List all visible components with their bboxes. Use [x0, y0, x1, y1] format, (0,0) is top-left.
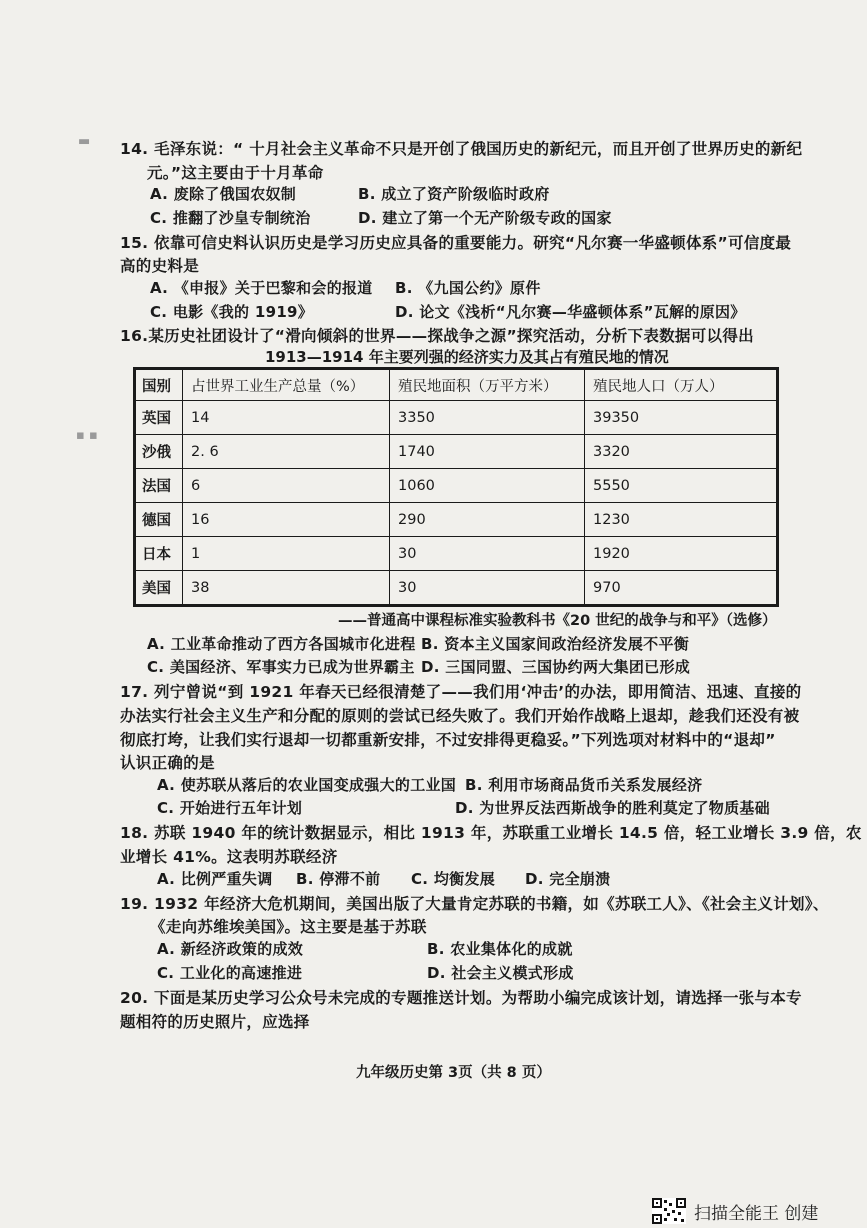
table-cell-country: 日本	[135, 537, 183, 571]
table-cell: 290	[390, 503, 585, 537]
margin-bleed-mark: ▪ ▪	[76, 428, 98, 443]
table-cell: 1060	[390, 469, 585, 503]
q19-stem-line2: 《走向苏维埃美国》。这主要是基于苏联	[150, 918, 427, 936]
q14-option-b: B. 成立了资产阶级临时政府	[358, 185, 550, 203]
q16-table-title: 1913—1914 年主要列强的经济实力及其占有殖民地的情况	[265, 348, 669, 366]
table-cell: 3350	[390, 401, 585, 435]
q18-option-c: C. 均衡发展	[411, 870, 496, 888]
table-cell: 6	[183, 469, 390, 503]
table-cell: 2. 6	[183, 435, 390, 469]
margin-bleed-mark: ▬	[78, 134, 91, 149]
q16-stem-line1: 16.某历史社团设计了“滑向倾斜的世界——探战争之源”探究活动，分析下表数据可以得出	[120, 327, 754, 345]
q19-option-c: C. 工业化的高速推进	[157, 964, 303, 982]
q17-stem-line3: 彻底打垮，让我们实行退却一切都重新安排，不过安排得更稳妥。”下列选项对材料中的“退却”	[120, 731, 776, 749]
q20-stem-line2: 题相符的历史照片，应选择	[120, 1013, 310, 1031]
table-cell-country: 法国	[135, 469, 183, 503]
q19-option-b: B. 农业集体化的成就	[427, 940, 573, 958]
q19-stem-line1: 19. 1932 年经济大危机期间，美国出版了大量肯定苏联的书籍，如《苏联工人》、《社会主义计划》、	[120, 895, 829, 913]
table-header-row	[135, 369, 778, 401]
q17-option-c: C. 开始进行五年计划	[157, 799, 303, 817]
q15-stem-line2: 高的史料是	[120, 257, 200, 275]
page-footer: 九年级历史第 3页（共 8 页）	[356, 1065, 551, 1081]
table-cell-country: 德国	[135, 503, 183, 537]
watermark-text: 扫描全能王 创建	[694, 1203, 819, 1224]
q15-option-c: C. 电影《我的 1919》	[150, 303, 314, 321]
q18-option-a: A. 比例严重失调	[157, 870, 273, 888]
table-cell: 16	[183, 503, 390, 537]
qr-code-icon	[652, 1198, 686, 1224]
table-cell: 3320	[585, 435, 778, 469]
q14-option-a: A. 废除了俄国农奴制	[150, 185, 297, 203]
table-row	[135, 571, 778, 606]
q19-option-d: D. 社会主义模式形成	[427, 964, 574, 982]
q18-option-d: D. 完全崩溃	[525, 870, 611, 888]
table-cell: 1920	[585, 537, 778, 571]
q16-table-source: ——普通高中课程标准实验教科书《20 世纪的战争与和平》（选修）	[338, 613, 777, 629]
q14-option-c: C. 推翻了沙皇专制统治	[150, 209, 311, 227]
table-row	[135, 435, 778, 469]
table-cell: 14	[183, 401, 390, 435]
table-row	[135, 401, 778, 435]
table-cell: 38	[183, 571, 390, 606]
q14-stem-line2: 元。”这主要由于十月革命	[147, 164, 324, 182]
table-cell: 30	[390, 537, 585, 571]
table-cell: 39350	[585, 401, 778, 435]
q17-stem-line1: 17. 列宁曾说“到 1921 年春天已经很清楚了——我们用‘冲击’的办法，即用简洁、迅速、直接的	[120, 683, 802, 701]
q19-option-a: A. 新经济政策的成效	[157, 940, 304, 958]
q18-stem-line1: 18. 苏联 1940 年的统计数据显示，相比 1913 年，苏联重工业增长 14.5 倍，轻工业增长 3.9 倍，农	[120, 824, 862, 842]
q14-option-d: D. 建立了第一个无产阶级专政的国家	[358, 209, 612, 227]
table-row	[135, 537, 778, 571]
q15-stem-line1: 15. 依靠可信史料认识历史是学习历史应具备的重要能力。研究“凡尔赛一华盛顿体系”可信度最	[120, 234, 792, 252]
q20-stem-line1: 20. 下面是某历史学习公众号未完成的专题推送计划。为帮助小编完成该计划，请选择一张与本专	[120, 989, 802, 1007]
q16-option-c: C. 美国经济、军事实力已成为世界霸主	[147, 658, 415, 676]
table-cell-country: 英国	[135, 401, 183, 435]
q16-option-b: B. 资本主义国家间政治经济发展不平衡	[421, 635, 690, 653]
table-cell-country: 美国	[135, 571, 183, 606]
q17-option-d: D. 为世界反法西斯战争的胜利莫定了物质基础	[455, 799, 770, 817]
table-cell-country: 沙俄	[135, 435, 183, 469]
table-cell: 1	[183, 537, 390, 571]
q17-option-a: A. 使苏联从落后的农业国变成强大的工业国	[157, 776, 457, 794]
table-cell: 1740	[390, 435, 585, 469]
table-header-cell: 殖民地面积（万平方米）	[390, 369, 585, 401]
table-row	[135, 469, 778, 503]
table-cell: 5550	[585, 469, 778, 503]
colonies-data-table	[133, 367, 779, 607]
q16-option-d: D. 三国同盟、三国协约两大集团已形成	[421, 658, 691, 676]
scanner-watermark	[652, 1198, 818, 1224]
table-cell: 970	[585, 571, 778, 606]
q15-option-d: D. 论文《浅析“凡尔赛—华盛顿体系”瓦解的原因》	[395, 303, 746, 321]
table-cell: 1230	[585, 503, 778, 537]
q14-stem-line1: 14. 毛泽东说：“ 十月社会主义革命不只是开创了俄国历史的新纪元，而且开创了世界历史的新纪	[120, 140, 803, 158]
table-header-cell: 占世界工业生产总量（%）	[183, 369, 390, 401]
q16-option-a: A. 工业革命推动了西方各国城市化进程	[147, 635, 416, 653]
table-cell: 30	[390, 571, 585, 606]
table-row	[135, 503, 778, 537]
q18-option-b: B. 停滞不前	[296, 870, 381, 888]
table-header-cell: 国别	[135, 369, 183, 401]
table-header-cell: 殖民地人口（万人）	[585, 369, 778, 401]
q15-option-b: B. 《九国公约》原件	[395, 279, 541, 297]
q17-stem-line2: 办法实行社会主义生产和分配的原则的尝试已经失败了。我们开始作战略上退却，趁我们还没有被	[120, 707, 800, 725]
q17-stem-line4: 认识正确的是	[120, 754, 215, 772]
q17-option-b: B. 利用市场商品货币关系发展经济	[465, 776, 703, 794]
q18-stem-line2: 业增长 41%。这表明苏联经济	[120, 848, 338, 866]
q15-option-a: A. 《申报》关于巴黎和会的报道	[150, 279, 373, 297]
